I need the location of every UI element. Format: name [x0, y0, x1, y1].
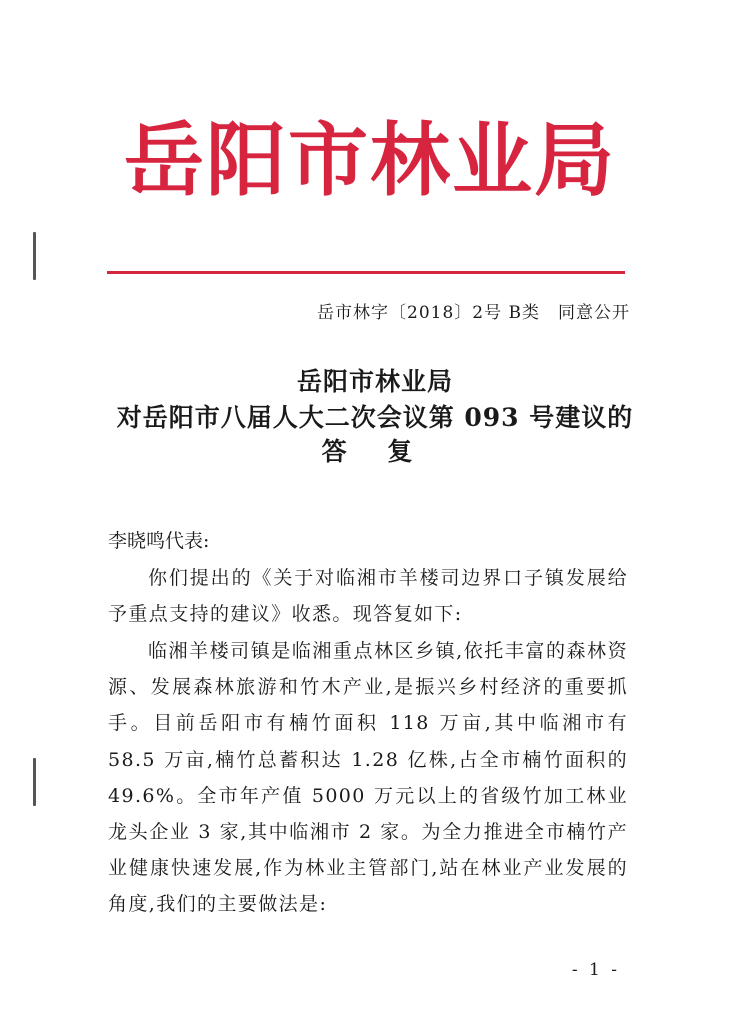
letterhead-divider [107, 271, 625, 274]
body-paragraph-2: 临湘羊楼司镇是临湘重点林区乡镇,依托丰富的森林资源、发展森林旅游和竹木产业,是振兴乡村经济的重要抓手。目前岳阳市有楠竹面积 118 万亩,其中临湘市有 58.5 万亩,楠竹总蓄积达 1.28 亿株,占全市楠竹面积的 49.6%。全市年产值 5000 万元以上的省级竹加工林业龙头企业 3 家,其中临湘市 2 家。为全力推进全市楠竹产业健康快速发展,作为林业主管部门,站在林业产业发展的角度,我们的主要做法是: [108, 640, 628, 916]
agency-letterhead-title: 岳阳市林业局 [124, 113, 616, 207]
body-paragraph-1: 你们提出的《关于对临湘市羊楼司边界口子镇发展给予重点支持的建议》收悉。现答复如下: [108, 567, 628, 626]
document-title-line-2: 对岳阳市八届人大二次会议第 093 号建议的 [116, 403, 634, 432]
salutation: 李晓鸣代表: [108, 530, 210, 552]
document-title-line-1: 岳阳市林业局 [296, 367, 453, 396]
document-title-line-3: 答 复 [321, 437, 429, 466]
page-number: - 1 - [571, 960, 620, 980]
document-number: 岳市林字〔2018〕2号 B类 同意公开 [317, 303, 630, 323]
binding-mark [33, 758, 36, 806]
binding-mark [33, 232, 36, 280]
